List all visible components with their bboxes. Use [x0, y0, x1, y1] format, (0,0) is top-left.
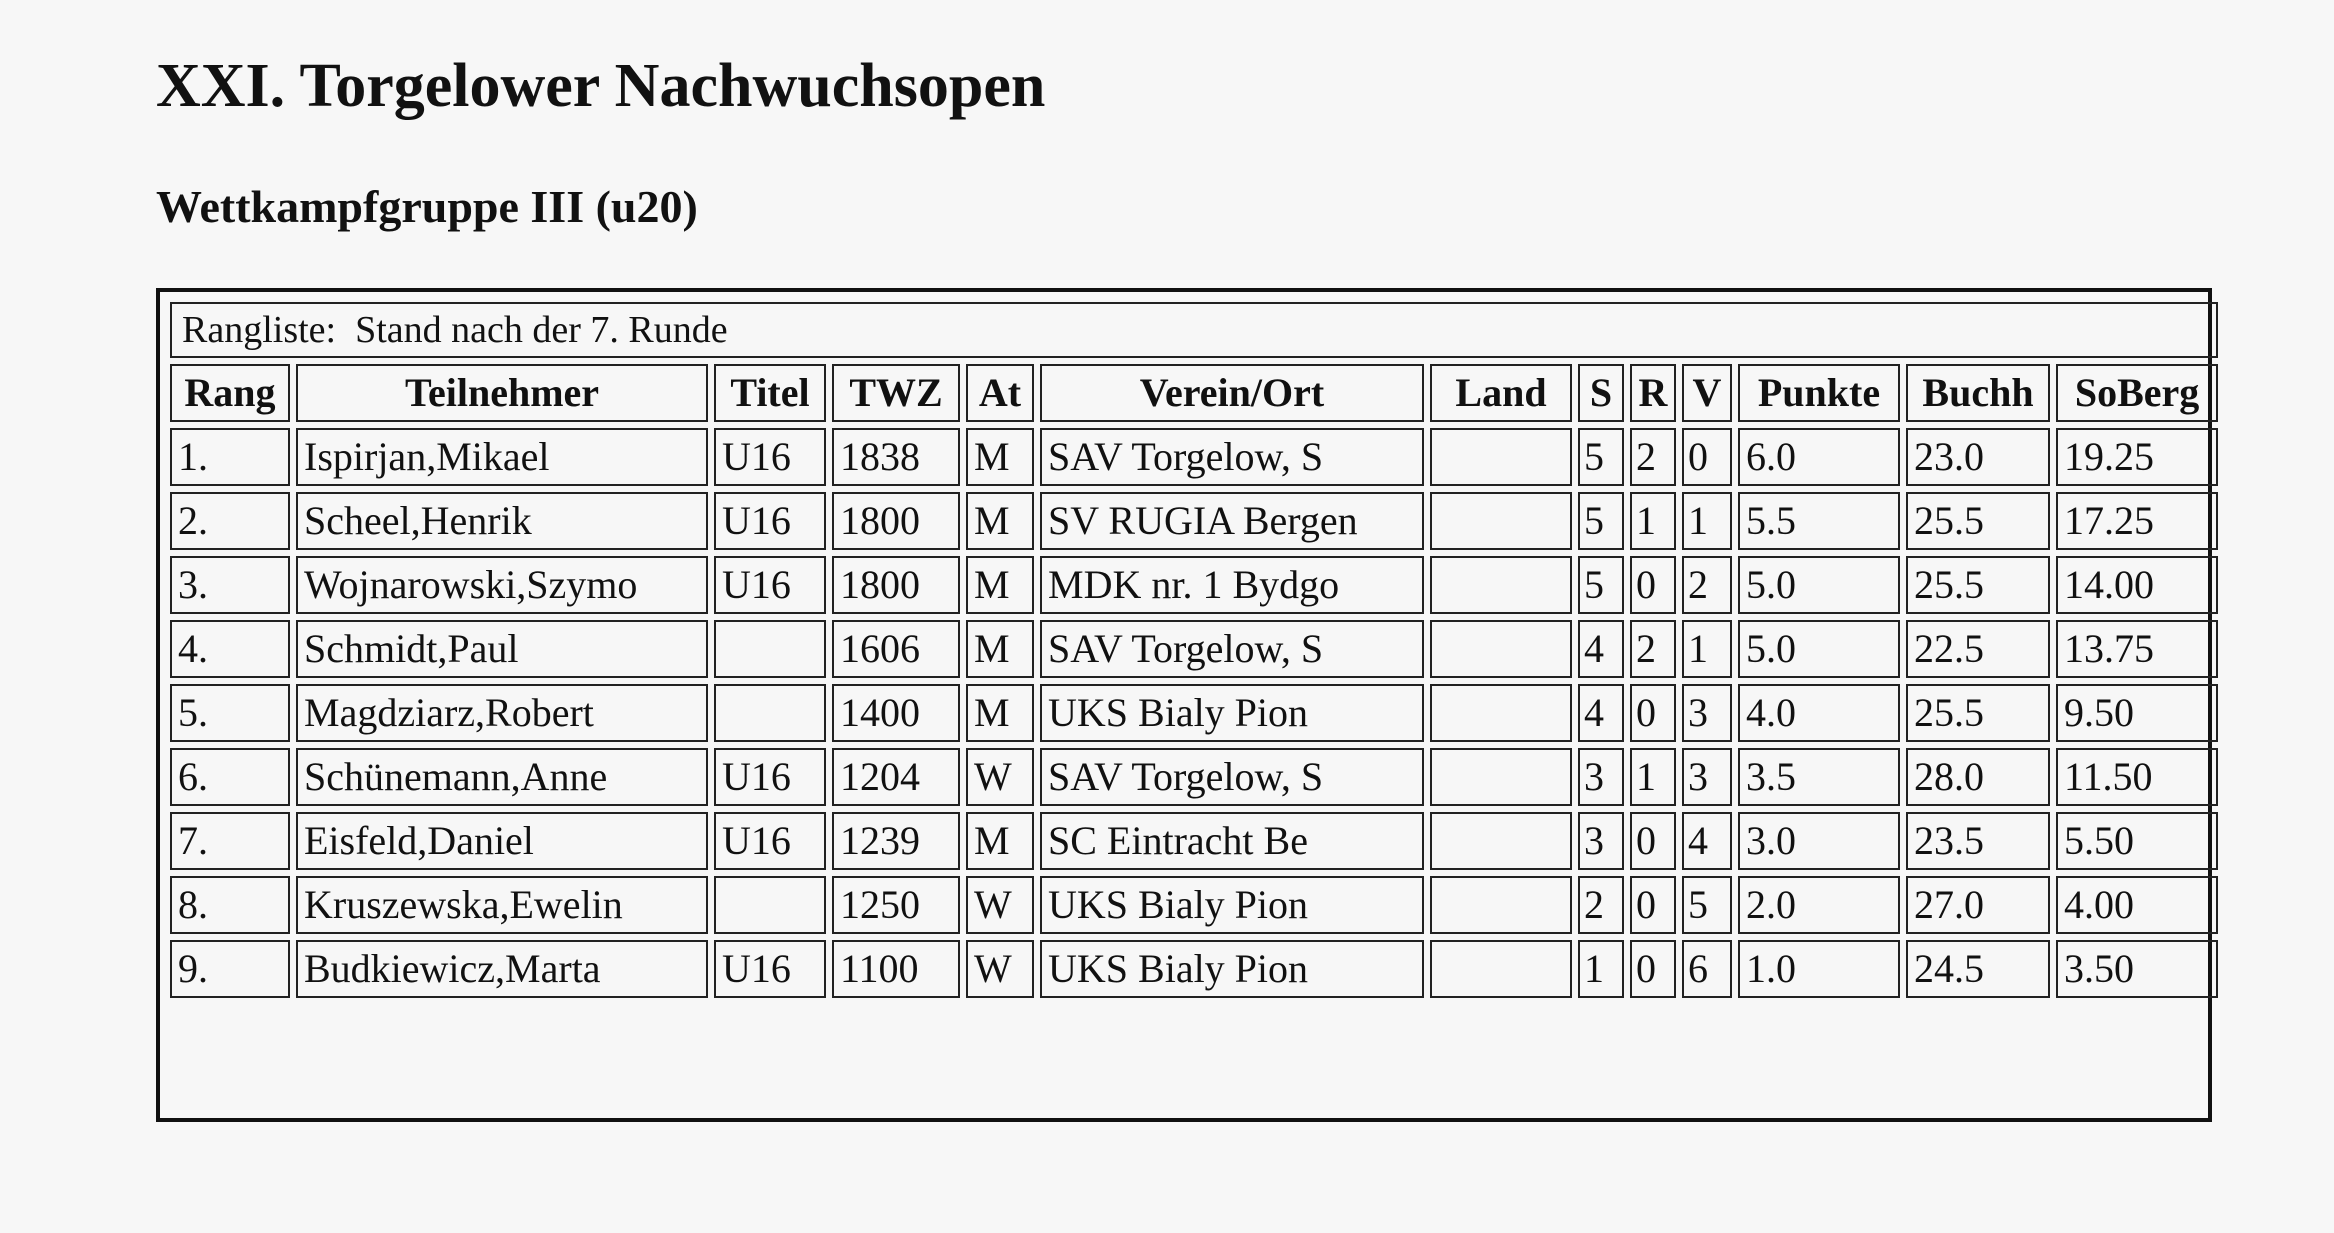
points-cell: 1.0	[1738, 940, 1900, 998]
player-name-cell: Kruszewska,Ewelin	[296, 876, 708, 934]
wins-cell: 5	[1578, 428, 1624, 486]
losses-cell: 2	[1682, 556, 1732, 614]
rank-cell: 8.	[170, 876, 290, 934]
sonneborn-berger-cell: 4.00	[2056, 876, 2218, 934]
country-cell	[1430, 684, 1572, 742]
header-soberg: SoBerg	[2056, 364, 2218, 422]
header-buchh: Buchh	[1906, 364, 2050, 422]
age-group-cell: W	[966, 940, 1034, 998]
club-cell: UKS Bialy Pion	[1040, 940, 1424, 998]
title-cell: U16	[714, 940, 826, 998]
wins-cell: 4	[1578, 620, 1624, 678]
buchholz-cell: 25.5	[1906, 684, 2050, 742]
losses-cell: 0	[1682, 428, 1732, 486]
header-twz: TWZ	[832, 364, 960, 422]
points-cell: 5.0	[1738, 620, 1900, 678]
draws-cell: 1	[1630, 748, 1676, 806]
country-cell	[1430, 492, 1572, 550]
club-cell: SAV Torgelow, S	[1040, 748, 1424, 806]
rank-cell: 1.	[170, 428, 290, 486]
title-cell: U16	[714, 428, 826, 486]
rating-cell: 1250	[832, 876, 960, 934]
table-row	[170, 876, 2218, 934]
table-row	[170, 556, 2218, 614]
rating-cell: 1606	[832, 620, 960, 678]
rating-cell: 1239	[832, 812, 960, 870]
rating-cell: 1838	[832, 428, 960, 486]
buchholz-cell: 22.5	[1906, 620, 2050, 678]
header-rang: Rang	[170, 364, 290, 422]
wins-cell: 1	[1578, 940, 1624, 998]
header-r: R	[1630, 364, 1676, 422]
losses-cell: 1	[1682, 620, 1732, 678]
document-subtitle: Wettkampfgruppe III (u20)	[156, 181, 698, 232]
wins-cell: 3	[1578, 748, 1624, 806]
draws-cell: 2	[1630, 620, 1676, 678]
table-row	[170, 812, 2218, 870]
table-row	[170, 748, 2218, 806]
wins-cell: 5	[1578, 556, 1624, 614]
header-s: S	[1578, 364, 1624, 422]
age-group-cell: M	[966, 556, 1034, 614]
document-title: XXI. Torgelower Nachwuchsopen	[156, 52, 1046, 120]
country-cell	[1430, 428, 1572, 486]
table-row	[170, 428, 2218, 486]
caption-label: Rangliste:	[182, 309, 337, 351]
draws-cell: 0	[1630, 940, 1676, 998]
sonneborn-berger-cell: 17.25	[2056, 492, 2218, 550]
age-group-cell: M	[966, 684, 1034, 742]
losses-cell: 3	[1682, 748, 1732, 806]
header-at: At	[966, 364, 1034, 422]
age-group-cell: W	[966, 876, 1034, 934]
club-cell: MDK nr. 1 Bydgo	[1040, 556, 1424, 614]
caption-row	[170, 302, 2218, 358]
title-cell	[714, 684, 826, 742]
draws-cell: 2	[1630, 428, 1676, 486]
player-name-cell: Ispirjan,Mikael	[296, 428, 708, 486]
draws-cell: 0	[1630, 876, 1676, 934]
header-v: V	[1682, 364, 1732, 422]
table-row	[170, 492, 2218, 550]
sonneborn-berger-cell: 19.25	[2056, 428, 2218, 486]
player-name-cell: Scheel,Henrik	[296, 492, 708, 550]
buchholz-cell: 28.0	[1906, 748, 2050, 806]
sonneborn-berger-cell: 9.50	[2056, 684, 2218, 742]
rank-cell: 4.	[170, 620, 290, 678]
sonneborn-berger-cell: 3.50	[2056, 940, 2218, 998]
club-cell: UKS Bialy Pion	[1040, 684, 1424, 742]
title-cell	[714, 876, 826, 934]
rank-cell: 7.	[170, 812, 290, 870]
header-row	[170, 364, 2218, 422]
table-caption	[170, 302, 2218, 358]
header-teilnehmer: Teilnehmer	[296, 364, 708, 422]
points-cell: 5.0	[1738, 556, 1900, 614]
club-cell: SV RUGIA Bergen	[1040, 492, 1424, 550]
club-cell: SAV Torgelow, S	[1040, 428, 1424, 486]
sonneborn-berger-cell: 11.50	[2056, 748, 2218, 806]
rank-cell: 3.	[170, 556, 290, 614]
results-table-frame	[156, 288, 2212, 1122]
draws-cell: 0	[1630, 684, 1676, 742]
wins-cell: 5	[1578, 492, 1624, 550]
club-cell: SAV Torgelow, S	[1040, 620, 1424, 678]
rank-cell: 9.	[170, 940, 290, 998]
sonneborn-berger-cell: 13.75	[2056, 620, 2218, 678]
points-cell: 2.0	[1738, 876, 1900, 934]
sonneborn-berger-cell: 14.00	[2056, 556, 2218, 614]
header-punkte: Punkte	[1738, 364, 1900, 422]
points-cell: 6.0	[1738, 428, 1900, 486]
losses-cell: 4	[1682, 812, 1732, 870]
results-table	[164, 296, 2224, 1004]
club-cell: UKS Bialy Pion	[1040, 876, 1424, 934]
points-cell: 5.5	[1738, 492, 1900, 550]
losses-cell: 5	[1682, 876, 1732, 934]
title-cell: U16	[714, 556, 826, 614]
buchholz-cell: 24.5	[1906, 940, 2050, 998]
player-name-cell: Wojnarowski,Szymo	[296, 556, 708, 614]
title-cell: U16	[714, 492, 826, 550]
losses-cell: 1	[1682, 492, 1732, 550]
header-land: Land	[1430, 364, 1572, 422]
title-cell: U16	[714, 748, 826, 806]
buchholz-cell: 25.5	[1906, 556, 2050, 614]
age-group-cell: M	[966, 492, 1034, 550]
title-cell	[714, 620, 826, 678]
points-cell: 3.5	[1738, 748, 1900, 806]
title-cell: U16	[714, 812, 826, 870]
table-row	[170, 620, 2218, 678]
age-group-cell: M	[966, 812, 1034, 870]
rating-cell: 1204	[832, 748, 960, 806]
sonneborn-berger-cell: 5.50	[2056, 812, 2218, 870]
country-cell	[1430, 812, 1572, 870]
player-name-cell: Budkiewicz,Marta	[296, 940, 708, 998]
age-group-cell: M	[966, 620, 1034, 678]
age-group-cell: M	[966, 428, 1034, 486]
age-group-cell: W	[966, 748, 1034, 806]
draws-cell: 0	[1630, 556, 1676, 614]
buchholz-cell: 23.0	[1906, 428, 2050, 486]
rank-cell: 2.	[170, 492, 290, 550]
player-name-cell: Schünemann,Anne	[296, 748, 708, 806]
wins-cell: 3	[1578, 812, 1624, 870]
wins-cell: 4	[1578, 684, 1624, 742]
wins-cell: 2	[1578, 876, 1624, 934]
draws-cell: 1	[1630, 492, 1676, 550]
country-cell	[1430, 748, 1572, 806]
rating-cell: 1100	[832, 940, 960, 998]
rating-cell: 1400	[832, 684, 960, 742]
buchholz-cell: 27.0	[1906, 876, 2050, 934]
rank-cell: 6.	[170, 748, 290, 806]
results-table-body	[170, 302, 2218, 998]
table-row	[170, 684, 2218, 742]
country-cell	[1430, 876, 1572, 934]
country-cell	[1430, 556, 1572, 614]
losses-cell: 6	[1682, 940, 1732, 998]
draws-cell: 0	[1630, 812, 1676, 870]
caption-text: Stand nach der 7. Runde	[355, 309, 728, 351]
player-name-cell: Eisfeld,Daniel	[296, 812, 708, 870]
points-cell: 4.0	[1738, 684, 1900, 742]
player-name-cell: Schmidt,Paul	[296, 620, 708, 678]
table-row	[170, 940, 2218, 998]
points-cell: 3.0	[1738, 812, 1900, 870]
header-titel: Titel	[714, 364, 826, 422]
rating-cell: 1800	[832, 492, 960, 550]
buchholz-cell: 23.5	[1906, 812, 2050, 870]
rank-cell: 5.	[170, 684, 290, 742]
country-cell	[1430, 620, 1572, 678]
rating-cell: 1800	[832, 556, 960, 614]
club-cell: SC Eintracht Be	[1040, 812, 1424, 870]
country-cell	[1430, 940, 1572, 998]
losses-cell: 3	[1682, 684, 1732, 742]
header-verein: Verein/Ort	[1040, 364, 1424, 422]
buchholz-cell: 25.5	[1906, 492, 2050, 550]
player-name-cell: Magdziarz,Robert	[296, 684, 708, 742]
